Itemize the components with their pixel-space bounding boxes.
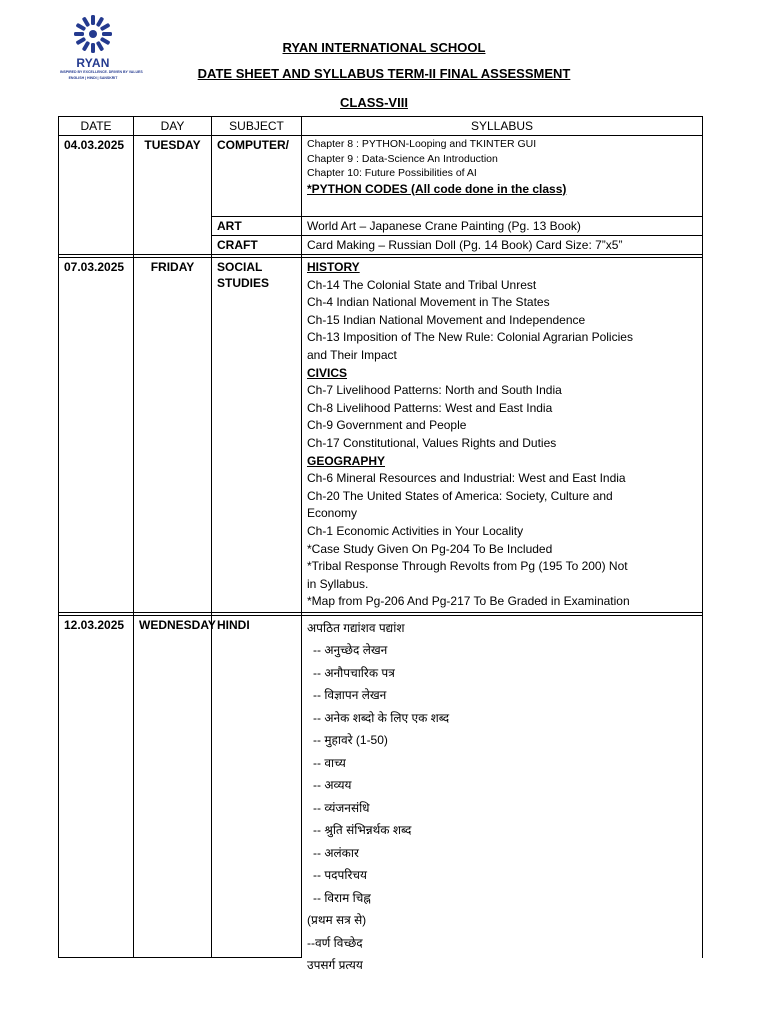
- syllabus-line: -- श्रुति संभिन्नर्थक शब्द: [313, 823, 412, 838]
- syllabus-line: (प्रथम सत्र से): [307, 913, 367, 928]
- syllabus-cell: [302, 258, 703, 613]
- column-header-subject: SUBJECT: [212, 117, 302, 136]
- day-cell: FRIDAY: [134, 258, 212, 613]
- syllabus-line: Ch-17 Constitutional, Values Rights and Duties: [307, 435, 557, 450]
- syllabus-line: Ch-15 Indian National Movement and Independence: [307, 312, 586, 327]
- section-heading-history: HISTORY: [307, 260, 360, 274]
- syllabus-cell: World Art – Japanese Crane Painting (Pg. 13 Book): [302, 217, 703, 236]
- syllabus-line: उपसर्ग प्रत्यय: [307, 958, 363, 973]
- document-title: DATE SHEET AND SYLLABUS TERM-II FINAL ASSESSMENT: [197, 66, 571, 81]
- table-header-row: [59, 117, 703, 136]
- syllabus-note: *PYTHON CODES (All code done in the class): [307, 181, 567, 196]
- syllabus-line: -- अव्यय: [313, 778, 352, 793]
- syllabus-line: -- अनौपचारिक पत्र: [313, 665, 395, 680]
- school-name: RYAN INTERNATIONAL SCHOOL: [282, 40, 486, 55]
- syllabus-line: Ch-13 Imposition of The New Rule: Colonial Agrarian Policies: [307, 330, 633, 345]
- syllabus-line: Economy: [307, 506, 358, 521]
- table-row-social-studies: [59, 258, 703, 613]
- date-sheet-table: [58, 116, 703, 973]
- syllabus-line: Ch-4 Indian National Movement in The States: [307, 295, 550, 310]
- date-cell: 04.03.2025: [59, 136, 134, 255]
- syllabus-cell: Card Making – Russian Doll (Pg. 14 Book) Card Size: 7”x5”: [302, 236, 703, 255]
- subject-line: SOCIAL: [217, 260, 263, 274]
- syllabus-line: -- मुहावरे (1-50): [313, 733, 388, 748]
- column-header-day: DAY: [134, 117, 212, 136]
- syllabus-line: Ch-8 Livelihood Patterns: West and East India: [307, 400, 553, 415]
- syllabus-line: -- व्यंजनसंधि: [313, 800, 370, 815]
- syllabus-line: -- अनुच्छेद लेखन: [313, 643, 388, 658]
- class-label: CLASS-VIII: [340, 95, 408, 110]
- syllabus-line: अपठित गद्यांशव पद्यांश: [307, 620, 405, 635]
- day-cell: TUESDAY: [134, 136, 212, 255]
- syllabus-line: *Case Study Given On Pg-204 To Be Included: [307, 541, 553, 556]
- column-header-date: DATE: [59, 117, 134, 136]
- syllabus-line: -- विज्ञापन लेखन: [313, 688, 387, 703]
- logo-brand-text: RYAN: [76, 56, 110, 70]
- syllabus-line: *Tribal Response Through Revolts from Pg (195 To 200) Not: [307, 559, 628, 574]
- hindi-syllabus-list: [307, 617, 697, 973]
- table-row-computer: [59, 136, 703, 217]
- subject-cell: [212, 258, 302, 613]
- syllabus-line: Ch-14 The Colonial State and Tribal Unrest: [307, 277, 537, 292]
- day-cell: WEDNESDAY: [134, 615, 212, 958]
- syllabus-line: Ch-9 Government and People: [307, 418, 467, 433]
- column-header-syllabus: SYLLABUS: [302, 117, 703, 136]
- syllabus-line: Ch-7 Livelihood Patterns: North and South India: [307, 383, 562, 398]
- syllabus-line: -- पदपरिचय: [313, 868, 367, 883]
- syllabus-line: -- विराम चिह्न: [313, 890, 371, 905]
- subject-line: STUDIES: [217, 276, 270, 290]
- syllabus-line: *Map from Pg-206 And Pg-217 To Be Graded in Examination: [307, 594, 630, 609]
- logo-tagline: INSPIRED BY EXCELLENCE. DRIVEN BY VALUES: [60, 70, 143, 74]
- syllabus-cell: [302, 615, 703, 973]
- syllabus-line: Ch-20 The United States of America: Society, Culture and: [307, 488, 613, 503]
- section-heading-civics: CIVICS: [307, 365, 348, 380]
- subject-cell: HINDI: [212, 615, 302, 958]
- syllabus-line: Ch-1 Economic Activities in Your Locality: [307, 523, 524, 538]
- logo-subtagline: ENGLISH | HINDI | SANSKRIT: [68, 76, 118, 80]
- subject-cell: CRAFT: [212, 236, 302, 255]
- syllabus-line: Chapter 9 : Data-Science An Introduction: [307, 152, 498, 165]
- syllabus-line: --वर्ण विच्छेद: [307, 935, 363, 950]
- date-cell: 12.03.2025: [59, 615, 134, 958]
- syllabus-line: -- अनेक शब्दो के लिए एक शब्द: [313, 710, 450, 725]
- subject-cell: ART: [212, 217, 302, 236]
- date-cell: 07.03.2025: [59, 258, 134, 613]
- syllabus-line: Ch-6 Mineral Resources and Industrial: West and East India: [307, 471, 626, 486]
- syllabus-line: in Syllabus.: [307, 576, 369, 591]
- syllabus-line: -- वाच्य: [313, 755, 346, 770]
- syllabus-line: -- अलंकार: [313, 845, 359, 860]
- section-heading-geography: GEOGRAPHY: [307, 453, 386, 468]
- syllabus-line: Chapter 8 : PYTHON-Looping and TKINTER GUI: [307, 138, 537, 150]
- subject-cell: COMPUTER/: [212, 136, 302, 217]
- syllabus-line: Chapter 10: Future Possibilities of AI: [307, 167, 477, 179]
- syllabus-cell: [302, 136, 703, 217]
- syllabus-line: and Their Impact: [307, 347, 397, 362]
- table-row-hindi: [59, 615, 703, 958]
